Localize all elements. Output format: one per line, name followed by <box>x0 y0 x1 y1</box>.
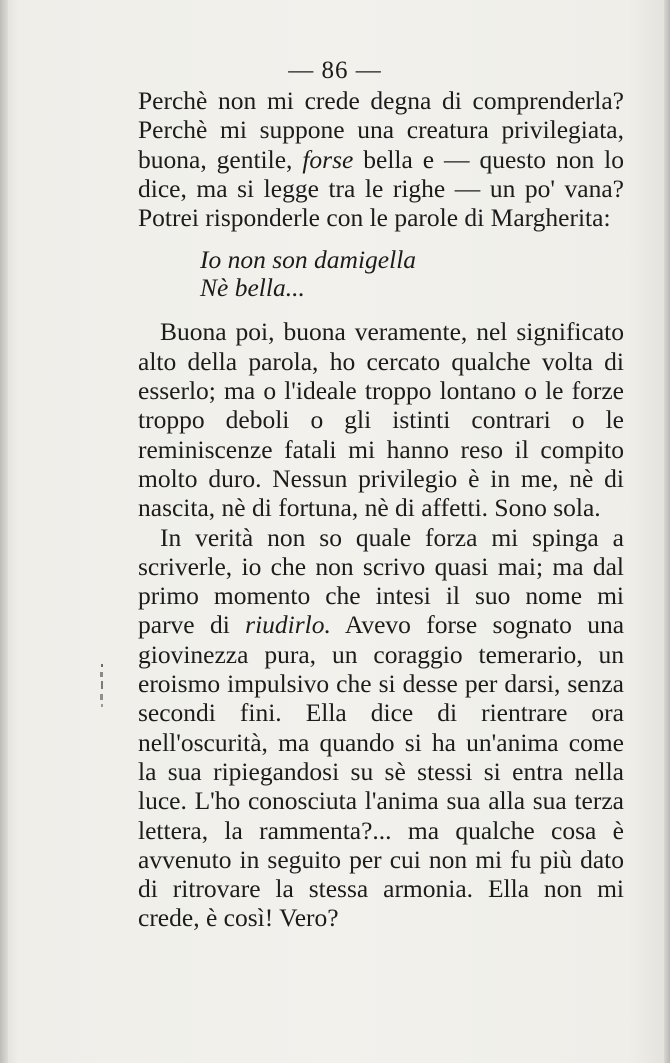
paragraph-1-italic: forse <box>302 144 354 174</box>
verse-line: Nè bella... <box>200 273 305 303</box>
paragraph-2: Buona poi, buona veramente, nel significato alto della parola, ho cercato qualche volta di esserlo; ma o l'ideale troppo lontano o le forze troppo deboli o gli istinti contrari o le reminiscenze fatali mi hanno reso il compito molto duro. Nessun privilegio è in me, nè di nascita, nè di fortuna, nè di affetti. Sono sola. <box>138 317 624 523</box>
paragraph-1-text-rest: bella e — questo non lo dice, ma si legge tra le righe — un po' vana? Potrei risponderle con le parole di Margherita: <box>138 144 624 233</box>
page-right-shadow <box>664 0 670 1063</box>
page-left-shadow <box>0 0 8 1063</box>
paragraph-1 <box>138 86 624 232</box>
verse-line: Io non son damigella <box>200 245 417 275</box>
paragraph-3-text: In verità non so quale forza mi spinga a scriverle, io che non scrivo quasi mai; ma dal primo momento che intesi il suo nome mi parve di <box>138 522 624 640</box>
paragraph-1-text: Perchè non mi crede degna di comprenderla? Perchè mi suppone una creatura privilegiata, buona, gentile, <box>138 86 624 174</box>
paragraph-3 <box>138 523 624 933</box>
page-number: — 86 — <box>288 57 382 84</box>
margin-specks <box>98 664 106 708</box>
paragraph-3-italic: riudirlo. <box>245 610 331 640</box>
paragraph-3-text-rest: Avevo forse sognato una giovinezza pura, un coraggio temerario, un eroismo impulsivo che si desse per darsi, senza secondi fini. Ella dice di rientrare ora nell'oscurità, ma quando si ha un'anima come la sua ripiegandosi su sè stessi si entra nella luce. L'ho conosciuta l'anima sua alla sua terza lettera, la rammenta?... ma qualche cosa è avvenuto in seguito per cui non mi fu più dato di ritrovare la stessa armonia. Ella non mi crede, è così! Vero? <box>138 610 625 933</box>
page-body <box>138 86 624 933</box>
verse-quote <box>200 246 624 302</box>
